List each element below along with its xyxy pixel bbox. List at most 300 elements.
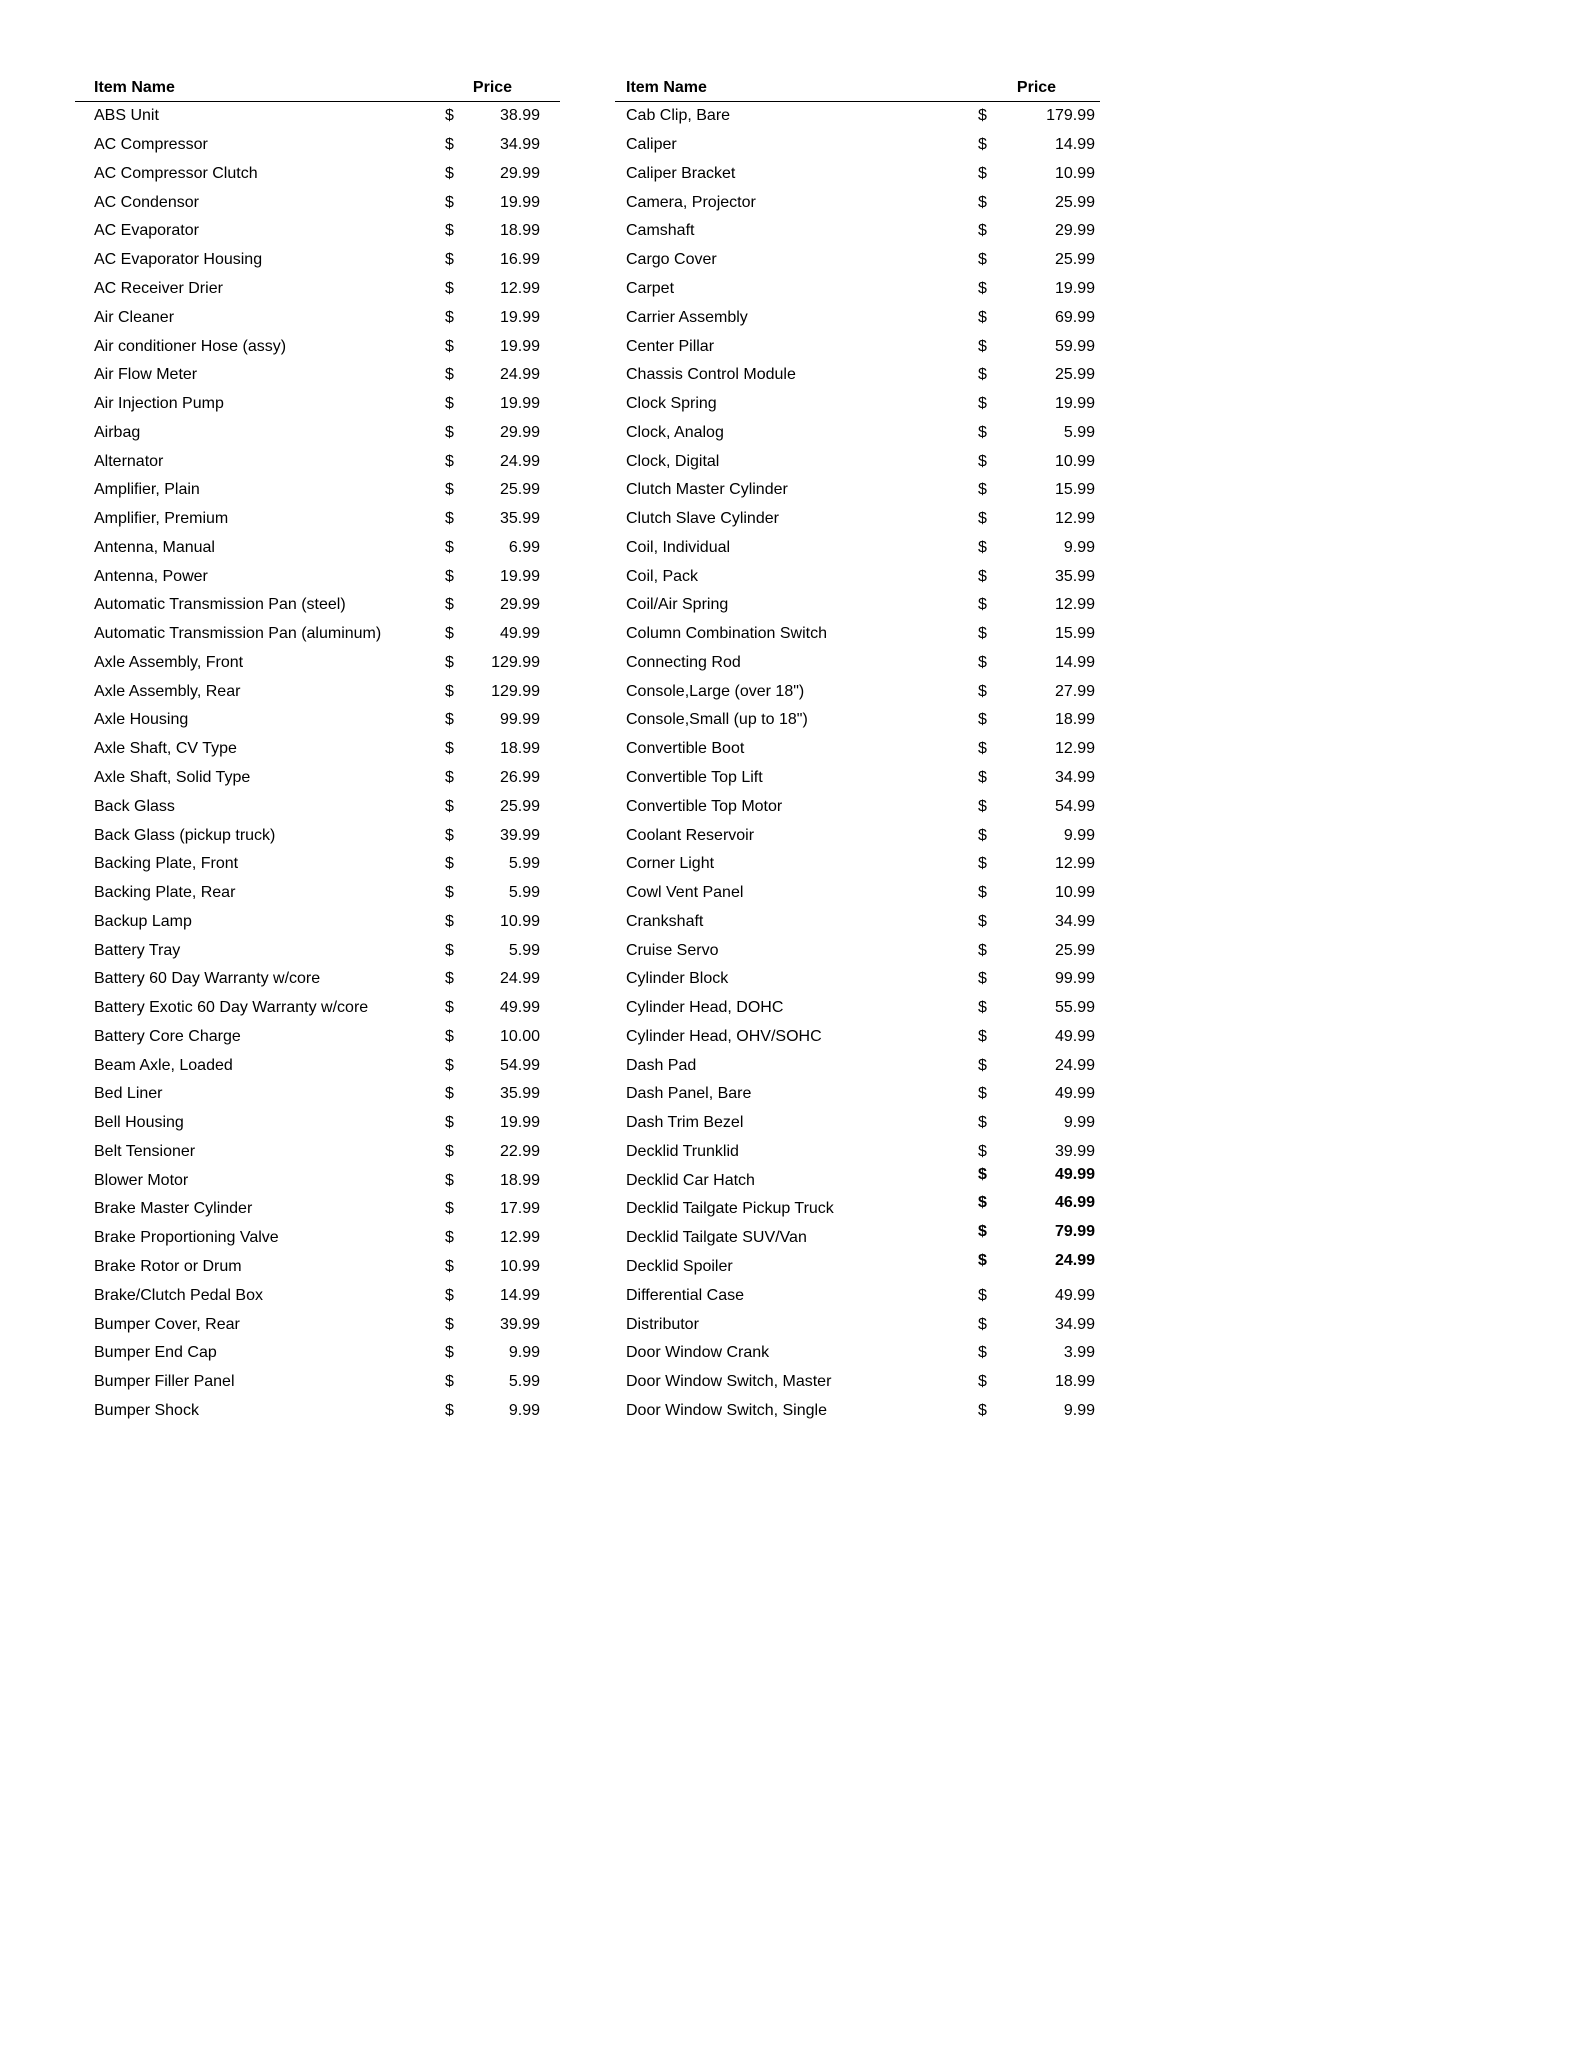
item-name: Connecting Rod <box>626 653 741 671</box>
currency-symbol: $ <box>445 510 454 528</box>
item-price: 29.99 <box>499 164 540 182</box>
table-row <box>615 1023 1100 1052</box>
table-row <box>615 246 1100 275</box>
item-price: 35.99 <box>499 510 540 528</box>
item-name: Convertible Boot <box>626 740 745 758</box>
item-name: Amplifier, Plain <box>94 481 200 499</box>
table-row <box>615 1195 1100 1224</box>
table-row <box>75 131 560 160</box>
table-row <box>615 1138 1100 1167</box>
item-price: 18.99 <box>499 740 540 758</box>
item-price: 34.99 <box>499 136 540 154</box>
item-price: 5.99 <box>508 1373 540 1391</box>
item-price: 39.99 <box>499 1315 540 1333</box>
item-name: Clock, Analog <box>626 423 724 441</box>
table-row <box>615 1368 1100 1397</box>
item-name: Coil, Pack <box>626 567 699 585</box>
currency-symbol: $ <box>978 279 987 297</box>
currency-symbol: $ <box>978 164 987 182</box>
table-row <box>615 361 1100 390</box>
item-price: 3.99 <box>1063 1344 1095 1362</box>
currency-symbol: $ <box>445 452 454 470</box>
table-row <box>615 1109 1100 1138</box>
currency-symbol: $ <box>445 395 454 413</box>
item-price: 15.99 <box>1054 625 1095 643</box>
currency-symbol: $ <box>978 107 987 125</box>
item-name: Belt Tensioner <box>94 1142 196 1160</box>
item-price: 10.99 <box>1054 452 1095 470</box>
currency-symbol: $ <box>445 970 454 988</box>
item-name: Battery Tray <box>94 941 181 959</box>
currency-symbol: $ <box>445 1315 454 1333</box>
item-name: Decklid Car Hatch <box>626 1171 755 1189</box>
table-row <box>615 1281 1100 1310</box>
currency-symbol: $ <box>978 308 987 326</box>
item-name: AC Evaporator Housing <box>94 251 263 269</box>
item-name: ABS Unit <box>94 107 159 125</box>
currency-symbol: $ <box>978 1142 987 1160</box>
currency-symbol: $ <box>978 1027 987 1045</box>
currency-symbol: $ <box>445 366 454 384</box>
item-name: Console,Small (up to 18") <box>626 711 808 729</box>
currency-symbol: $ <box>978 538 987 556</box>
table-row <box>75 735 560 764</box>
item-price: 25.99 <box>1054 193 1095 211</box>
currency-symbol: $ <box>978 625 987 643</box>
item-name: Cowl Vent Panel <box>626 884 744 902</box>
item-price: 14.99 <box>1054 653 1095 671</box>
item-price: 34.99 <box>1054 1315 1095 1333</box>
item-name: Cylinder Head, OHV/SOHC <box>626 1027 822 1045</box>
column-header-price: Price <box>472 79 513 96</box>
table-row <box>615 735 1100 764</box>
currency-symbol: $ <box>445 1114 454 1132</box>
currency-symbol: $ <box>445 1142 454 1160</box>
item-name: Backing Plate, Front <box>94 855 239 873</box>
currency-symbol: $ <box>978 222 987 240</box>
table-row <box>75 1138 560 1167</box>
currency-symbol: $ <box>978 912 987 930</box>
item-price: 18.99 <box>499 1171 540 1189</box>
item-name: Column Combination Switch <box>626 625 827 643</box>
item-price: 10.99 <box>499 1258 540 1275</box>
currency-symbol: $ <box>978 1114 987 1132</box>
item-price: 9.99 <box>1063 1401 1095 1419</box>
item-name: Bumper Filler Panel <box>94 1373 235 1391</box>
item-name: Bell Housing <box>94 1114 184 1132</box>
item-name: Crankshaft <box>626 912 704 930</box>
table-row <box>75 965 560 994</box>
item-price: 19.99 <box>499 395 540 413</box>
table-row <box>75 1281 560 1310</box>
currency-symbol: $ <box>445 768 454 786</box>
table-row <box>615 677 1100 706</box>
currency-symbol: $ <box>445 538 454 556</box>
item-name: Brake Proportioning Valve <box>94 1229 279 1247</box>
currency-symbol: $ <box>978 423 987 441</box>
item-name: Air Cleaner <box>94 308 175 326</box>
table-row <box>75 907 560 936</box>
table-row <box>615 505 1100 534</box>
item-price: 10.00 <box>499 1027 540 1045</box>
table-rows <box>615 102 1100 1425</box>
item-price: 49.99 <box>1054 1165 1095 1183</box>
item-name: Coil/Air Spring <box>626 596 729 614</box>
item-price: 19.99 <box>499 308 540 326</box>
table-row <box>615 965 1100 994</box>
column-header-item-name: Item Name <box>94 79 175 96</box>
currency-symbol: $ <box>978 193 987 211</box>
item-price: 55.99 <box>1054 999 1095 1017</box>
table-header <box>615 75 1100 102</box>
item-name: Dash Panel, Bare <box>626 1085 752 1103</box>
currency-symbol: $ <box>445 1200 454 1218</box>
currency-symbol: $ <box>445 711 454 729</box>
table-row <box>75 879 560 908</box>
currency-symbol: $ <box>978 395 987 413</box>
item-price: 18.99 <box>1054 1373 1095 1391</box>
item-price: 25.99 <box>1054 941 1095 959</box>
item-name: Back Glass <box>94 797 175 815</box>
table-row <box>615 1224 1100 1253</box>
item-name: Clutch Master Cylinder <box>626 481 788 499</box>
currency-symbol: $ <box>978 797 987 815</box>
item-name: Cylinder Block <box>626 970 729 988</box>
table-row <box>75 102 560 131</box>
table-row <box>75 390 560 419</box>
item-name: Alternator <box>94 452 164 470</box>
currency-symbol: $ <box>445 193 454 211</box>
currency-symbol: $ <box>445 797 454 815</box>
table-row <box>615 390 1100 419</box>
item-name: Battery 60 Day Warranty w/core <box>94 970 321 988</box>
table-row <box>615 907 1100 936</box>
currency-symbol: $ <box>445 1401 454 1419</box>
currency-symbol: $ <box>445 855 454 873</box>
table-row <box>615 562 1100 591</box>
table-row <box>615 1396 1100 1425</box>
currency-symbol: $ <box>445 279 454 297</box>
item-price: 12.99 <box>499 279 540 297</box>
item-price: 59.99 <box>1054 337 1095 355</box>
item-price: 24.99 <box>499 452 540 470</box>
item-name: Bumper Cover, Rear <box>94 1315 240 1333</box>
item-price: 49.99 <box>1054 1286 1095 1304</box>
item-name: AC Compressor Clutch <box>94 164 258 182</box>
item-price: 79.99 <box>1054 1223 1095 1241</box>
currency-symbol: $ <box>978 1056 987 1074</box>
item-price: 10.99 <box>1054 884 1095 902</box>
column-header-item-name: Item Name <box>626 79 707 96</box>
item-name: Airbag <box>94 423 141 441</box>
currency-symbol: $ <box>978 1401 987 1419</box>
currency-symbol: $ <box>978 768 987 786</box>
item-name: Convertible Top Motor <box>626 797 783 815</box>
item-name: Cruise Servo <box>626 941 719 959</box>
item-price: 29.99 <box>499 423 540 441</box>
item-price: 5.99 <box>508 941 540 959</box>
currency-symbol: $ <box>445 164 454 182</box>
item-name: Corner Light <box>626 855 715 873</box>
item-price: 12.99 <box>1054 596 1095 614</box>
item-price: 14.99 <box>1054 136 1095 154</box>
currency-symbol: $ <box>445 826 454 844</box>
item-name: Bumper End Cap <box>94 1344 217 1362</box>
table-row <box>615 706 1100 735</box>
table-row <box>615 649 1100 678</box>
item-price: 49.99 <box>1054 1085 1095 1103</box>
table-row <box>75 1051 560 1080</box>
item-price: 19.99 <box>1054 279 1095 297</box>
currency-symbol: $ <box>978 1223 987 1241</box>
currency-symbol: $ <box>978 1085 987 1103</box>
table-row <box>75 994 560 1023</box>
item-price: 25.99 <box>499 481 540 499</box>
item-name: Automatic Transmission Pan (aluminum) <box>94 625 382 643</box>
item-price: 69.99 <box>1054 308 1095 326</box>
item-price: 129.99 <box>491 653 540 671</box>
item-price: 5.99 <box>508 884 540 902</box>
item-name: AC Condensor <box>94 193 199 211</box>
currency-symbol: $ <box>978 510 987 528</box>
item-name: Door Window Crank <box>626 1344 770 1362</box>
item-name: Camshaft <box>626 222 695 240</box>
item-name: Back Glass (pickup truck) <box>94 826 276 844</box>
item-name: Air Flow Meter <box>94 366 198 384</box>
item-price: 19.99 <box>1054 395 1095 413</box>
currency-symbol: $ <box>445 1286 454 1304</box>
item-name: Bed Liner <box>94 1085 163 1103</box>
currency-symbol: $ <box>445 1027 454 1045</box>
item-name: Blower Motor <box>94 1171 189 1189</box>
item-price: 12.99 <box>1054 855 1095 873</box>
item-price: 12.99 <box>499 1229 540 1247</box>
currency-symbol: $ <box>445 1373 454 1391</box>
item-name: Decklid Spoiler <box>626 1258 733 1275</box>
currency-symbol: $ <box>445 1171 454 1189</box>
item-price: 179.99 <box>1046 107 1095 125</box>
item-name: Center Pillar <box>626 337 715 355</box>
table-row <box>75 1368 560 1397</box>
item-name: Clock, Digital <box>626 452 720 470</box>
table-row <box>75 303 560 332</box>
item-name: Console,Large (over 18") <box>626 682 805 700</box>
currency-symbol: $ <box>445 308 454 326</box>
item-price: 99.99 <box>1054 970 1095 988</box>
currency-symbol: $ <box>978 481 987 499</box>
table-row <box>75 562 560 591</box>
item-price: 35.99 <box>1054 567 1095 585</box>
table-row <box>75 332 560 361</box>
item-price: 24.99 <box>1054 1056 1095 1074</box>
item-price: 19.99 <box>499 337 540 355</box>
table-row <box>75 447 560 476</box>
currency-symbol: $ <box>445 1258 454 1275</box>
table-row <box>615 764 1100 793</box>
item-price: 54.99 <box>499 1056 540 1074</box>
item-price: 16.99 <box>499 251 540 269</box>
item-price: 29.99 <box>499 596 540 614</box>
price-table-left <box>75 75 560 1425</box>
table-row <box>75 505 560 534</box>
currency-symbol: $ <box>445 423 454 441</box>
currency-symbol: $ <box>445 107 454 125</box>
item-price: 9.99 <box>1063 538 1095 556</box>
table-row <box>75 591 560 620</box>
table-row <box>615 476 1100 505</box>
currency-symbol: $ <box>978 999 987 1017</box>
table-row <box>75 792 560 821</box>
item-name: AC Compressor <box>94 136 208 154</box>
table-row <box>615 533 1100 562</box>
table-row <box>615 1166 1100 1195</box>
table-row <box>75 476 560 505</box>
item-price: 6.99 <box>508 538 540 556</box>
item-name: AC Receiver Drier <box>94 279 223 297</box>
item-price: 10.99 <box>1054 164 1095 182</box>
item-name: Backup Lamp <box>94 912 192 930</box>
table-row <box>615 418 1100 447</box>
item-name: Battery Exotic 60 Day Warranty w/core <box>94 999 369 1017</box>
table-row <box>615 188 1100 217</box>
currency-symbol: $ <box>445 222 454 240</box>
item-name: Axle Shaft, CV Type <box>94 740 237 758</box>
item-name: AC Evaporator <box>94 222 199 240</box>
item-name: Convertible Top Lift <box>626 768 763 786</box>
item-name: Brake/Clutch Pedal Box <box>94 1286 263 1304</box>
table-row <box>75 1023 560 1052</box>
item-price: 38.99 <box>499 107 540 125</box>
table-row <box>615 332 1100 361</box>
item-name: Axle Shaft, Solid Type <box>94 768 251 786</box>
item-name: Carrier Assembly <box>626 308 748 326</box>
table-row <box>75 936 560 965</box>
table-row <box>75 649 560 678</box>
item-name: Caliper Bracket <box>626 164 736 182</box>
item-price: 9.99 <box>1063 826 1095 844</box>
item-name: Decklid Tailgate SUV/Van <box>626 1229 807 1247</box>
currency-symbol: $ <box>978 682 987 700</box>
item-price: 54.99 <box>1054 797 1095 815</box>
currency-symbol: $ <box>978 366 987 384</box>
currency-symbol: $ <box>978 251 987 269</box>
item-name: Chassis Control Module <box>626 366 796 384</box>
item-name: Caliper <box>626 136 677 154</box>
currency-symbol: $ <box>978 567 987 585</box>
currency-symbol: $ <box>445 596 454 614</box>
currency-symbol: $ <box>445 884 454 902</box>
table-row <box>615 1310 1100 1339</box>
currency-symbol: $ <box>978 1315 987 1333</box>
currency-symbol: $ <box>978 826 987 844</box>
table-row <box>615 217 1100 246</box>
item-name: Air conditioner Hose (assy) <box>94 337 287 355</box>
item-name: Antenna, Power <box>94 567 208 585</box>
item-name: Dash Trim Bezel <box>626 1114 744 1132</box>
item-price: 9.99 <box>508 1401 540 1419</box>
item-price: 46.99 <box>1054 1194 1095 1212</box>
item-price: 24.99 <box>1054 1252 1095 1269</box>
table-row <box>615 821 1100 850</box>
item-name: Bumper Shock <box>94 1401 199 1419</box>
table-row <box>615 131 1100 160</box>
currency-symbol: $ <box>445 653 454 671</box>
item-price: 39.99 <box>499 826 540 844</box>
currency-symbol: $ <box>445 567 454 585</box>
currency-symbol: $ <box>445 941 454 959</box>
table-row <box>75 188 560 217</box>
item-price: 10.99 <box>499 912 540 930</box>
item-price: 27.99 <box>1054 682 1095 700</box>
column-header-price: Price <box>1016 79 1057 96</box>
item-name: Distributor <box>626 1315 699 1333</box>
table-header <box>75 75 560 102</box>
currency-symbol: $ <box>445 337 454 355</box>
item-price: 24.99 <box>499 970 540 988</box>
currency-symbol: $ <box>445 1229 454 1247</box>
table-row <box>75 764 560 793</box>
table-row <box>75 706 560 735</box>
currency-symbol: $ <box>445 740 454 758</box>
table-row <box>615 792 1100 821</box>
item-name: Axle Assembly, Front <box>94 653 244 671</box>
table-row <box>615 620 1100 649</box>
price-table-right <box>615 75 1100 1425</box>
currency-symbol: $ <box>978 1286 987 1304</box>
item-name: Beam Axle, Loaded <box>94 1056 233 1074</box>
item-name: Brake Master Cylinder <box>94 1200 253 1218</box>
table-row <box>75 1396 560 1425</box>
table-row <box>75 1224 560 1253</box>
table-row <box>615 1051 1100 1080</box>
table-row <box>75 620 560 649</box>
item-name: Backing Plate, Rear <box>94 884 236 902</box>
table-row <box>75 361 560 390</box>
table-row <box>615 275 1100 304</box>
currency-symbol: $ <box>978 1194 987 1212</box>
item-name: Automatic Transmission Pan (steel) <box>94 596 346 614</box>
item-price: 129.99 <box>491 682 540 700</box>
item-price: 22.99 <box>499 1142 540 1160</box>
currency-symbol: $ <box>978 970 987 988</box>
item-price: 99.99 <box>499 711 540 729</box>
item-name: Axle Housing <box>94 711 189 729</box>
item-name: Dash Pad <box>626 1056 697 1074</box>
currency-symbol: $ <box>445 481 454 499</box>
item-name: Differential Case <box>626 1286 744 1304</box>
item-name: Carpet <box>626 279 675 297</box>
item-price: 18.99 <box>1054 711 1095 729</box>
item-price: 5.99 <box>508 855 540 873</box>
item-price: 35.99 <box>499 1085 540 1103</box>
table-row <box>75 1310 560 1339</box>
table-row <box>75 1080 560 1109</box>
table-row <box>615 1080 1100 1109</box>
table-row <box>75 677 560 706</box>
item-price: 15.99 <box>1054 481 1095 499</box>
currency-symbol: $ <box>445 136 454 154</box>
item-price: 25.99 <box>1054 366 1095 384</box>
item-name: Coolant Reservoir <box>626 826 755 844</box>
currency-symbol: $ <box>445 912 454 930</box>
item-price: 49.99 <box>1054 1027 1095 1045</box>
currency-symbol: $ <box>978 740 987 758</box>
item-price: 5.99 <box>1063 423 1095 441</box>
currency-symbol: $ <box>445 682 454 700</box>
item-price: 19.99 <box>499 567 540 585</box>
item-price: 9.99 <box>508 1344 540 1362</box>
currency-symbol: $ <box>978 884 987 902</box>
